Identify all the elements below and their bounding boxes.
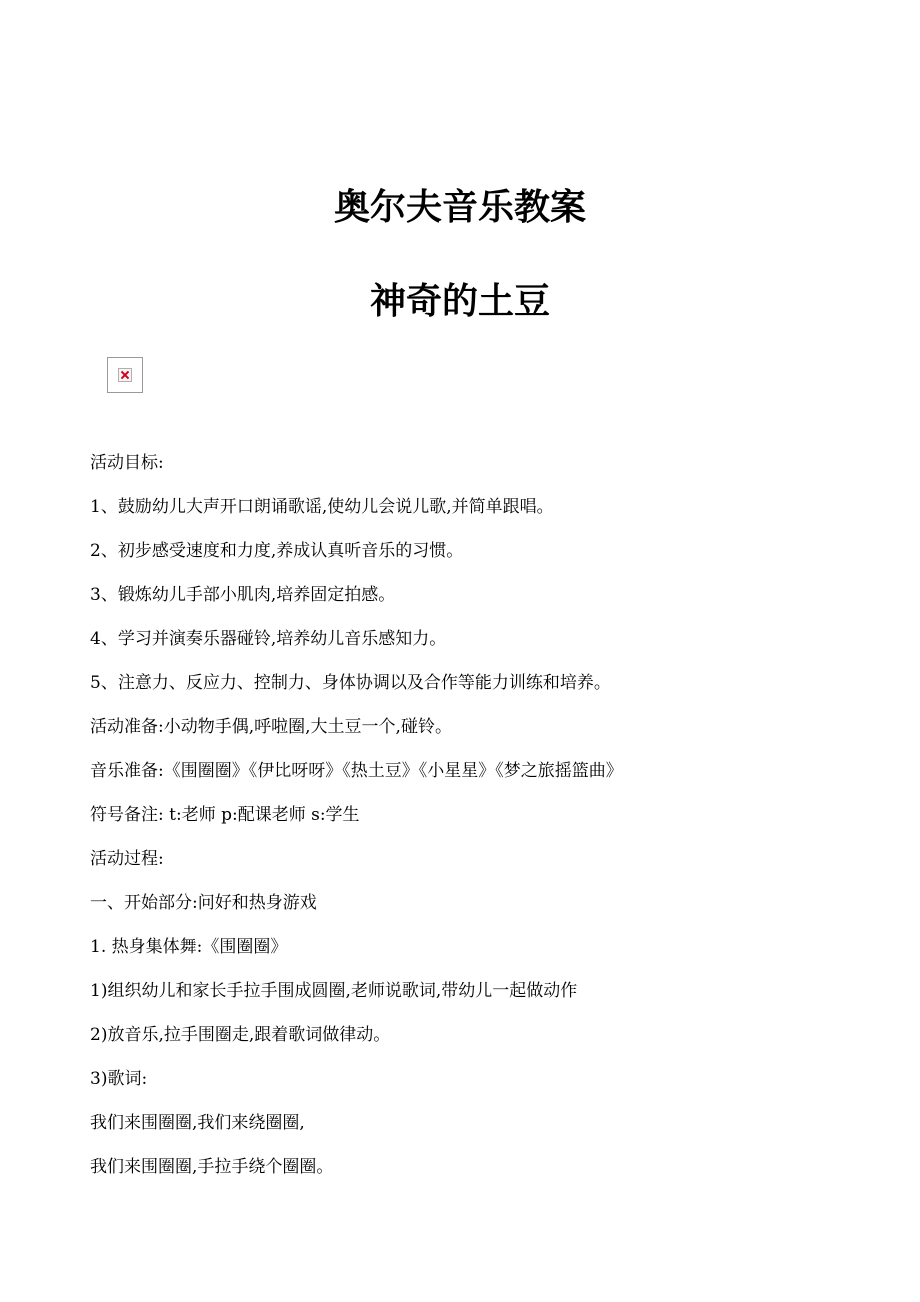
step-1-heading: 1. 热身集体舞:《围圈圈》 [90,937,288,957]
goal-item-2: 2、初步感受速度和力度,养成认真听音乐的习惯。 [90,541,464,561]
document-title: 奥尔夫音乐教案 [333,187,586,228]
music-line: 音乐准备:《围圈圈》《伊比呀呀》《热土豆》《小星星》《梦之旅摇篮曲》 [90,761,623,781]
lyrics-line-1: 我们来围圈圈,我们来绕圈圈, [90,1113,305,1133]
broken-image-cross-icon [118,368,132,382]
broken-image-icon [107,357,143,393]
goal-item-1: 1、鼓励幼儿大声开口朗诵歌谣,使幼儿会说儿歌,并简单跟唱。 [90,497,554,517]
document-subtitle: 神奇的土豆 [369,281,550,322]
document-body [90,452,870,1200]
symbols-line: 符号备注: t:老师 p:配课老师 s:学生 [90,805,360,825]
goal-item-3: 3、锻炼幼儿手部小肌肉,培养固定拍感。 [90,585,396,605]
section-heading-process: 活动过程: [90,849,164,869]
lyrics-line-2: 我们来围圈圈,手拉手绕个圈圈。 [90,1157,334,1177]
step-1-sub-3: 3)歌词: [90,1069,148,1089]
part-one-heading: 一、开始部分:问好和热身游戏 [90,893,317,913]
materials-line: 活动准备:小动物手偶,呼啦圈,大土豆一个,碰铃。 [90,717,452,737]
step-1-sub-1: 1)组织幼儿和家长手拉手围成圆圈,老师说歌词,带幼儿一起做动作 [90,981,578,1001]
section-heading-goals: 活动目标: [90,453,164,473]
goal-item-5: 5、注意力、反应力、控制力、身体协调以及合作等能力训练和培养。 [90,673,611,693]
step-1-sub-2: 2)放音乐,拉手围圈走,跟着歌词做律动。 [90,1025,391,1045]
goal-item-4: 4、学习并演奏乐器碰铃,培养幼儿音乐感知力。 [90,629,447,649]
